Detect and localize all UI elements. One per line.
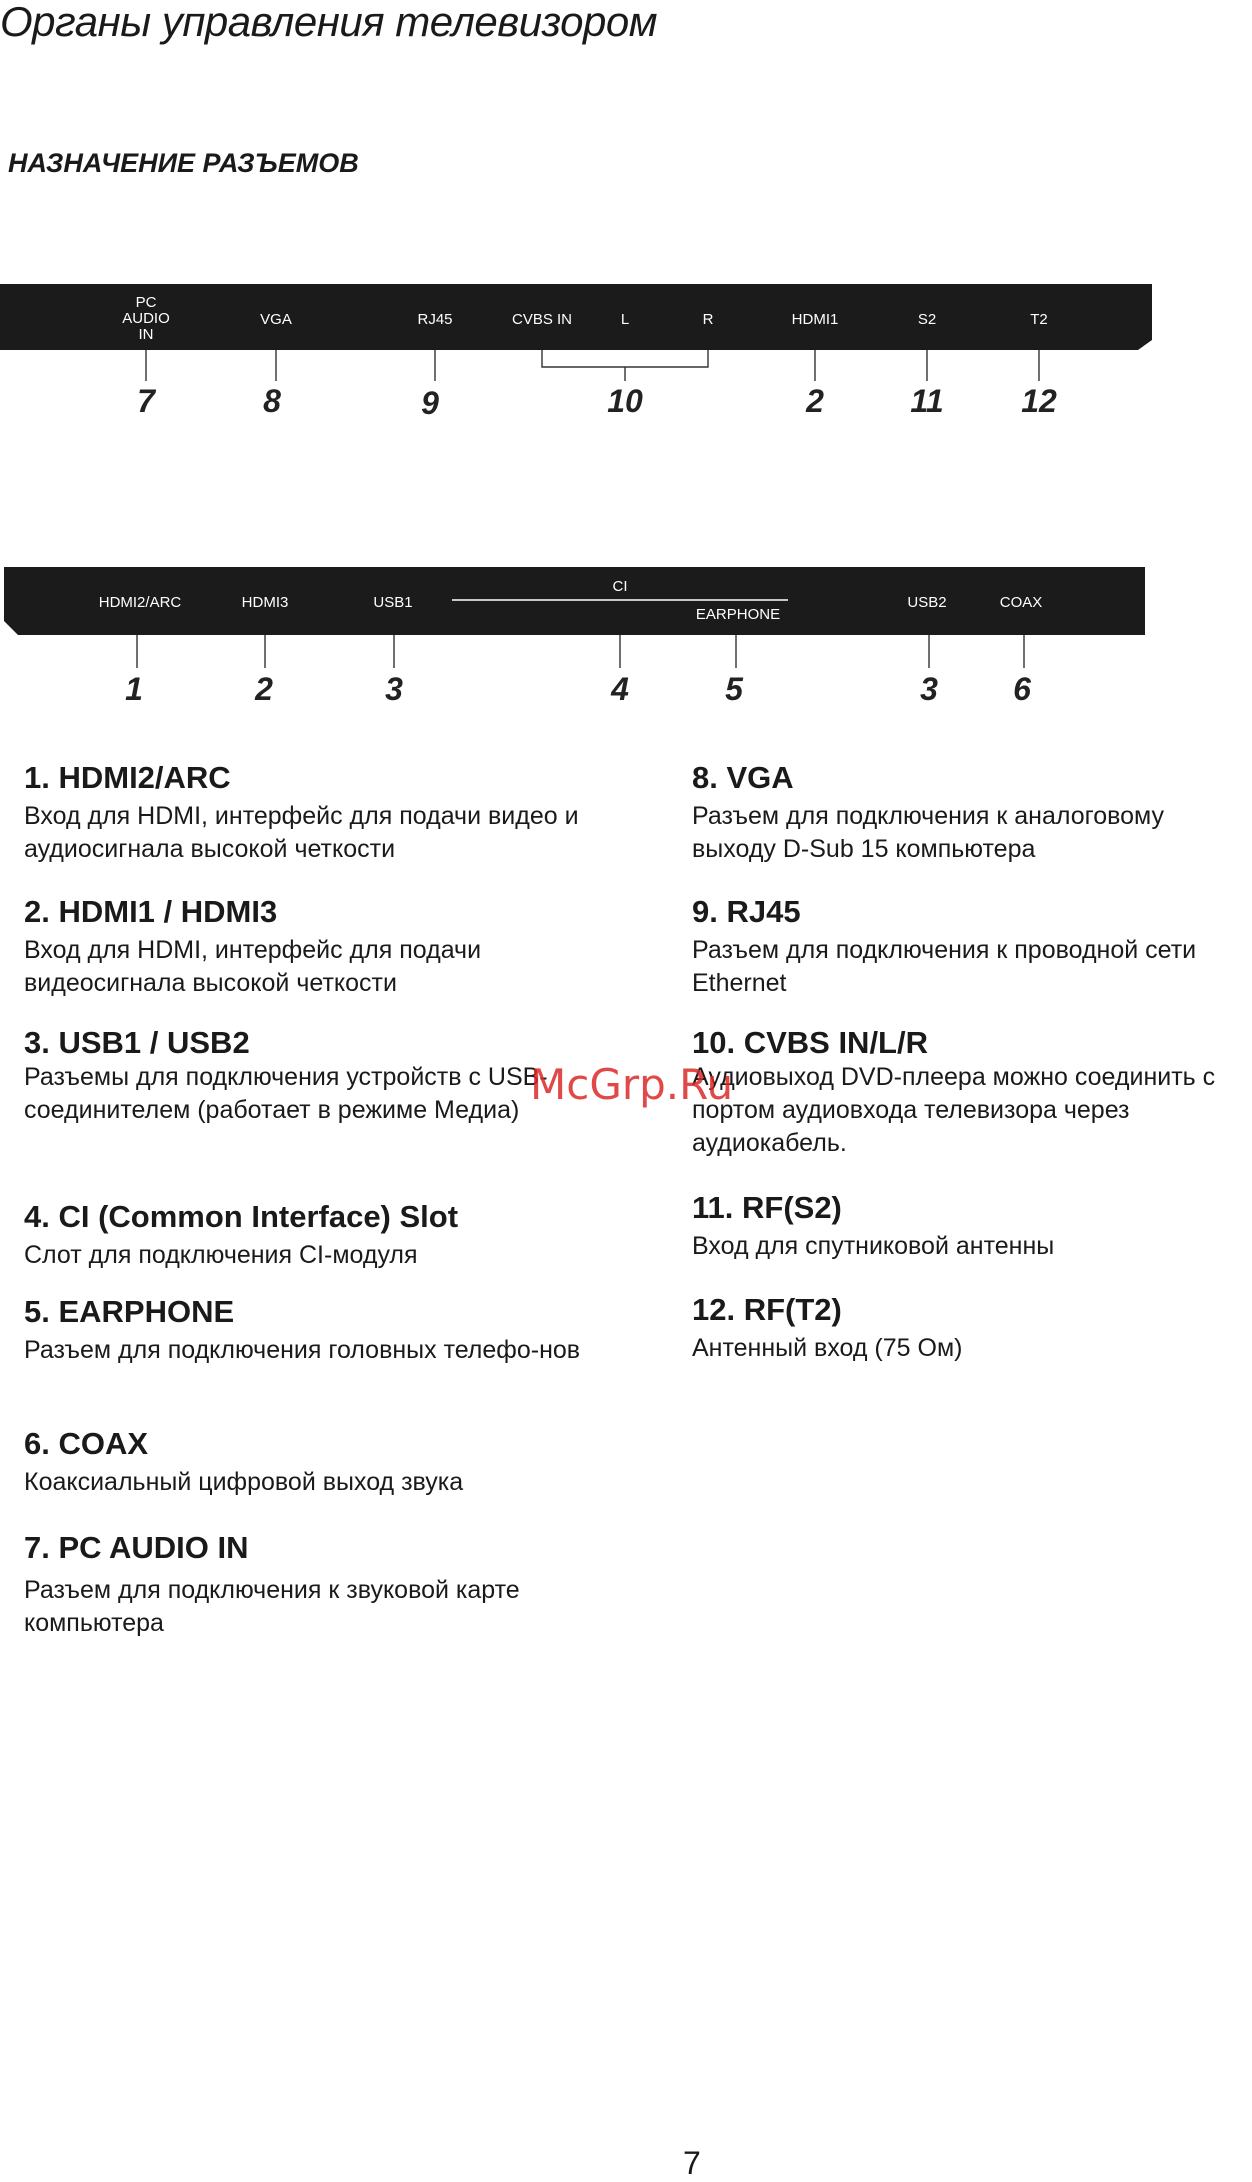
desc-title: 8. VGA [692,760,794,795]
desc-title: 1. HDMI2/ARC [24,760,231,795]
num-pc-audio-in: 7 [137,383,155,419]
desc-title: 9. RJ45 [692,894,801,929]
desc-title: 7. PC AUDIO IN [24,1530,249,1565]
desc-title: 5. EARPHONE [24,1294,235,1329]
label-vga: VGA [260,311,292,328]
desc-text: Вход для HDMI, интерфейс для подачи видеосигнала высокой четкости [24,936,482,997]
label-hdmi3: HDMI3 [241,594,289,611]
label-rj45: RJ45 [417,311,453,328]
num-hdmi1: 2 [806,383,824,419]
watermark: McGrp.Ru [530,1060,734,1109]
num-s2: 11 [910,383,944,419]
bottom-connector-panel [0,565,1160,715]
label-coax: COAX [999,594,1043,611]
label-cvbs-in: CVBS IN [511,311,573,328]
num-t2: 12 [1021,383,1057,419]
num-rj45: 9 [421,385,439,421]
desc-text: Разъемы для подключения устройств с USB-соединителем (работает в режиме Медиа) [24,1063,548,1124]
desc-ci-slot [24,1199,624,1272]
label-in: IN [138,326,154,343]
desc-text: Коаксиальный цифровой выход звука [24,1468,464,1496]
desc-text: Аудиовыход DVD-плеера можно соединить с портом аудиовхода телевизора через аудиокабель. [692,1063,1216,1157]
label-usb1: USB1 [373,594,413,611]
top-connector-panel [0,280,1160,430]
num-hdmi3: 2 [255,671,273,707]
desc-text: Разъем для подключения к аналоговому выходу D-Sub 15 компьютера [692,802,1164,863]
top-leader-lines [146,350,1039,381]
desc-text: Вход для HDMI, интерфейс для подачи видео и аудиосигнала высокой четкости [24,802,579,863]
desc-text: Разъем для подключения к звуковой карте компьютера [24,1576,520,1637]
num-ci: 4 [611,671,629,707]
desc-hdmi1-hdmi3 [24,894,624,1000]
label-s2: S2 [917,311,937,328]
desc-cvbs [692,1025,1252,1160]
desc-rf-s2 [692,1190,1252,1263]
page-number: 7 [683,2145,701,2181]
section-title: НАЗНАЧЕНИЕ РАЗЪЕМОВ [8,148,359,178]
label-hdmi2-arc: HDMI2/ARC [98,594,182,611]
label-ci: CI [612,578,628,595]
desc-title: 10. CVBS IN/L/R [692,1025,928,1060]
desc-title: 2. HDMI1 / HDMI3 [24,894,278,929]
num-coax: 6 [1013,671,1031,707]
desc-rf-t2 [692,1292,1252,1365]
desc-title: 3. USB1 / USB2 [24,1025,250,1060]
num-usb2: 3 [920,671,938,707]
label-l: L [620,311,630,328]
desc-title: 11. RF(S2) [692,1190,842,1225]
num-vga: 8 [263,383,281,419]
label-hdmi1: HDMI1 [791,311,839,328]
desc-coax [24,1426,624,1499]
desc-text: Разъем для подключения к проводной сети Ethernet [692,936,1197,997]
label-t2: T2 [1030,311,1048,328]
num-cvbs: 10 [607,383,643,419]
label-audio: AUDIO [122,310,170,327]
label-pc: PC [135,294,157,311]
desc-title: 6. COAX [24,1426,149,1461]
num-hdmi2-arc: 1 [125,671,143,707]
top-panel-body [0,284,1152,350]
label-usb2: USB2 [907,594,947,611]
desc-text: Слот для подключения CI-модуля [24,1241,418,1269]
desc-title: 4. CI (Common Interface) Slot [24,1199,459,1234]
desc-hdmi2-arc [24,760,624,866]
desc-title: 12. RF(T2) [692,1292,842,1327]
desc-text: Разъем для подключения головных телефо-нов [24,1336,581,1364]
label-r: R [702,311,714,328]
bottom-leader-lines [137,635,1024,668]
desc-rj45 [692,894,1252,1000]
desc-text: Вход для спутниковой антенны [692,1232,1055,1260]
desc-earphone [24,1294,624,1367]
num-usb1: 3 [385,671,403,707]
num-earphone: 5 [725,671,743,707]
desc-pc-audio-in [24,1530,624,1640]
desc-text: Антенный вход (75 Ом) [692,1334,963,1362]
label-earphone: EARPHONE [695,606,781,623]
page-title: Органы управления телевизором [0,0,657,45]
desc-vga [692,760,1252,866]
